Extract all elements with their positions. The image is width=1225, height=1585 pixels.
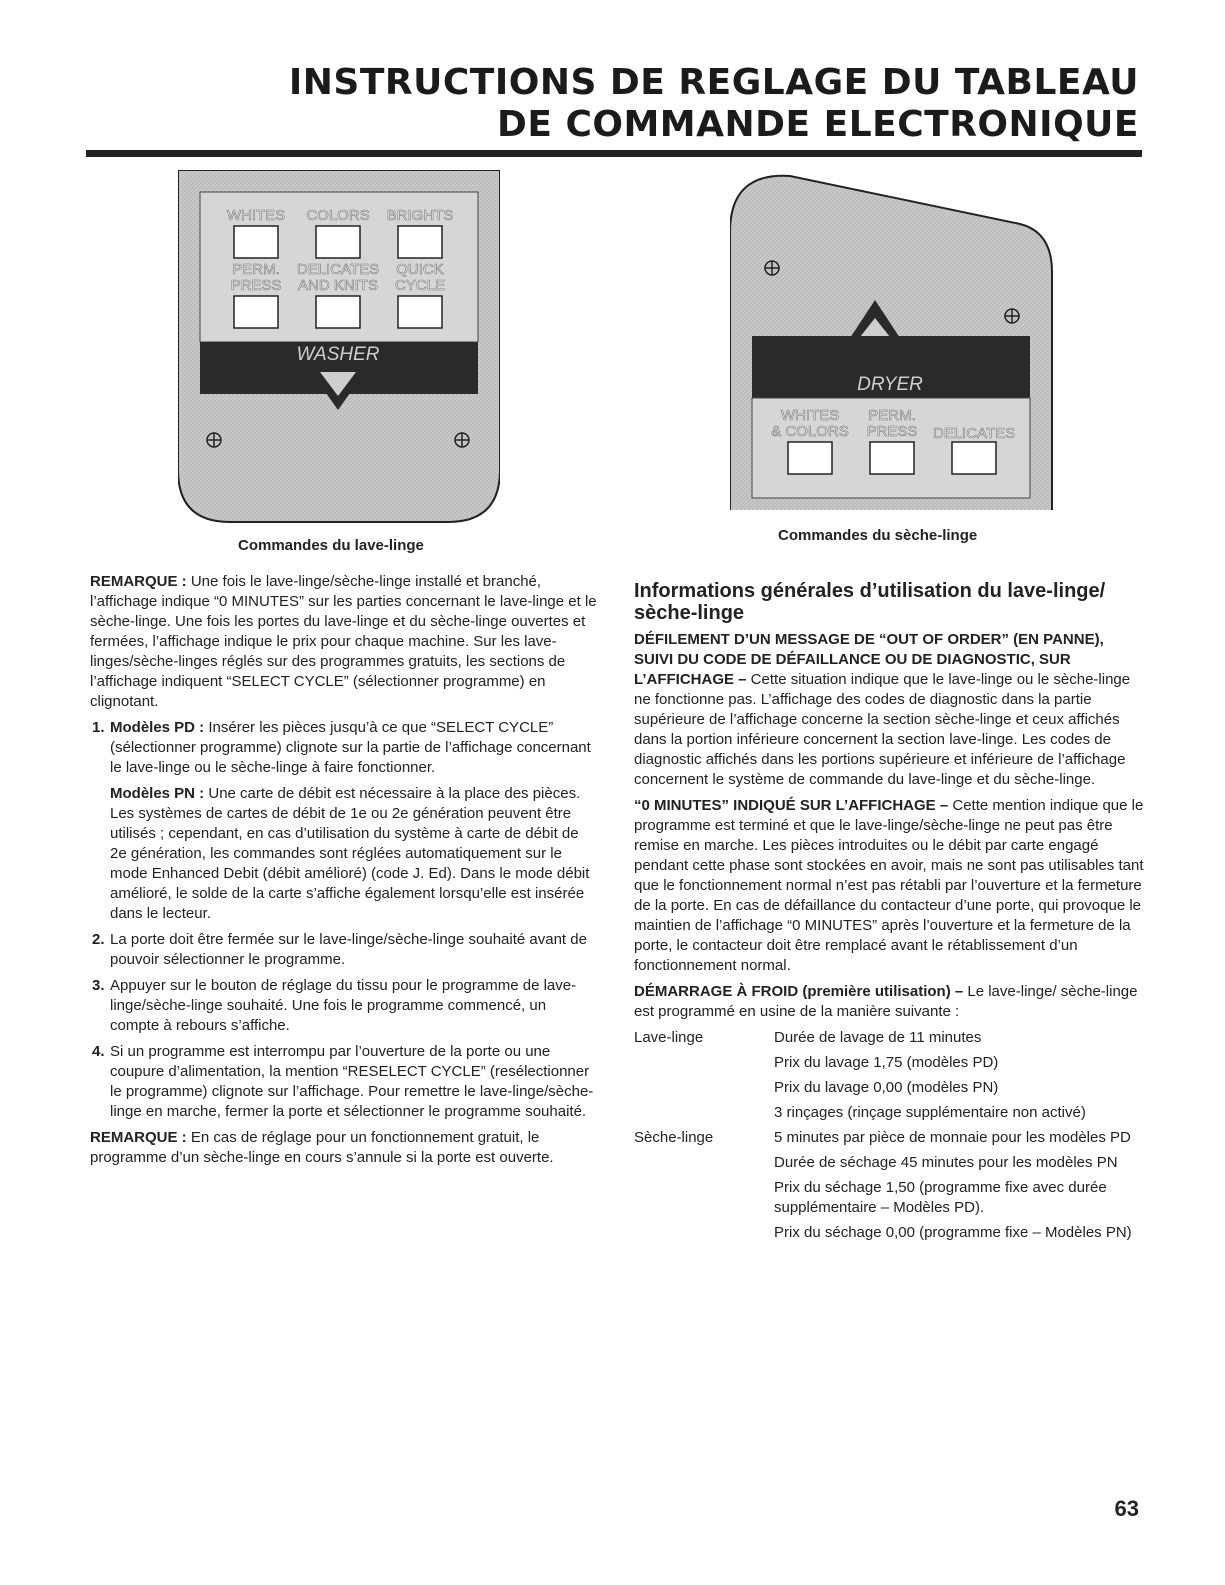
step-2-number: 2. [92,931,105,948]
washer-button-colors [316,226,360,258]
step-3-text: Appuyer sur le bouton de réglage du tissu pour le programme de lave-linge/sèche-linge souhaité. Une fois le programme commencé, un compte à rebours s’affiche. [110,977,577,1034]
note-2-text: En cas de réglage pour un fonctionnement gratuit, le programme d’un sèche-linge en cours s’annule si la porte est ouverte. [90,1129,554,1166]
left-column [90,572,598,1174]
out-of-order-paragraph [634,630,1144,790]
defaults-washer-label: Lave-linge [634,1029,704,1046]
washer-label-perm: PERM. [232,261,280,278]
page-title-line-2: DE COMMANDE ELECTRONIQUE [496,104,1139,145]
step-1-label: Modèles PD : [110,719,205,736]
dryer-screw-right-icon [1005,309,1019,323]
note-1-label: REMARQUE : [90,573,187,590]
defaults-dryer-values [774,1128,1144,1248]
washer-label-whites: WHITES [226,207,286,224]
page-title-line-1: INSTRUCTIONS DE REGLAGE DU TABLEAU [288,62,1139,103]
page-number: 63 [1114,1496,1139,1521]
washer-button-quick-cycle [398,296,442,328]
step-1-number: 1. [92,719,105,736]
steps-list [90,718,598,1122]
step-1-text: Insérer les pièces jusqu’à ce que “SELECT CYCLE” (sélectionner programme) clignote sur la partie de l’affichage concernant le lave-linge ou le sèche-linge à faire fonctionner. [110,719,591,776]
step-4-number: 4. [92,1043,105,1060]
washer-label-press: PRESS [230,277,282,294]
dryer-value: Prix du séchage 0,00 (programme fixe – Modèles PN) [774,1224,1132,1241]
washer-label-and-knits: AND KNITS [297,277,379,294]
dryer-band-label: DRYER [857,374,923,395]
washer-label-colors: COLORS [306,207,370,224]
dryer-value: 5 minutes par pièce de monnaie pour les modèles PD [774,1129,1131,1146]
dryer-button-whites-colors [788,442,832,474]
note-2-label: REMARQUE : [90,1129,187,1146]
zero-minutes-label: “0 MINUTES” INDIQUÉ SUR L’AFFICHAGE – [634,797,949,814]
step-2 [90,930,598,970]
out-of-order-label: DÉFILEMENT D’UN MESSAGE DE “OUT OF ORDER” (EN PANNE), SUIVI DU CODE DE DÉFAILLANCE OU DE DIAGNOSTIC, SUR L’AFFICHAGE – [634,631,1104,688]
washer-value: Durée de lavage de 11 minutes [774,1029,982,1046]
dryer-label-delicates: DELICATES [932,425,1016,442]
out-of-order-text: Cette situation indique que le lave-linge ou le sèche-linge ne fonctionne pas. L’affichage des codes de diagnostic dans la partie supérieure de l’affichage concerne la section sèche-linge et ceux affichés dans la portion inférieure concernent la section lave-linge. Les codes de diagnostic affichés dans les portions supérieure et inférieure de l’affichage concernent le système de commande du lave-linge et du sèche-linge. [634,671,1131,788]
right-column [634,580,1144,1248]
step-1b-text: Une carte de débit est nécessaire à la place des pièces. Les systèmes de cartes de débit de 1e ou 2e génération peuvent être utilisés ; cependant, en cas d’utilisation du système à carte de débit de 2e génération, les commandes sont réglées automatiquement sur le mode Enhanced Debit (débit amélioré) (code J. Ed). Dans le mode débit amélioré, le solde de la carte s’affiche également lorsqu’elle est insérée dans le lecteur. [110,785,590,922]
zero-minutes-paragraph [634,796,1144,976]
washer-control-panel [178,170,500,528]
dryer-value: Prix du séchage 1,50 (programme fixe avec durée supplémentaire – Modèles PD). [774,1179,1107,1216]
washer-label-brights: BRIGHTS [386,207,454,224]
step-3 [90,976,598,1036]
dryer-label-whites: WHITES [780,407,840,424]
washer-button-whites [234,226,278,258]
section-heading: Informations générales d’utilisation du lave-linge/ sèche-linge [634,580,1106,624]
defaults-dryer-label: Sèche-linge [634,1129,714,1146]
washer-button-perm-press [234,296,278,328]
dryer-control-panel [730,172,1056,512]
page-title [289,62,1139,146]
step-3-number: 3. [92,977,105,994]
dryer-value: Durée de séchage 45 minutes pour les modèles PN [774,1154,1118,1171]
zero-minutes-text: Cette mention indique que le programme est terminé et que le lave-linge/sèche-linge ne peut pas être remise en marche. Les pièces introduites ou le débit par carte engagé pendant cette phase sont stockées en avoir, mais ne sont pas utilisables tant que le fonctionnement normal n’est pas rétabli par l’ouverture et la fermeture de la porte. En cas de défaillance du contacteur d’une porte, qui provoque le maintien de l’affichage “0 MINUTES” après l’ouverture et la fermeture de la porte, le contacteur doit être remplacé avant le rétablissement d’un fonctionnement normal. [634,797,1144,974]
note-1-text: Une fois le lave-linge/sèche-linge installé et branché, l’affichage indique “0 MINUTES” sur les parties concernant le lave-linge et le sèche-linge. Une fois les portes du lave-linge et du sèche-linge ouvertes et fermées, l’affichage indique le prix pour chaque machine. Sur les lave-linges/sèche-linges réglés sur des programmes gratuits, les sections de l’affichage indiquent “SELECT CYCLE” (sélectionner programme) en clignotant. [90,573,597,710]
cold-start-paragraph [634,982,1144,1022]
cold-start-label: DÉMARRAGE À FROID (première utilisation) – [634,983,964,1000]
washer-caption: Commandes du lave-linge [238,537,424,554]
dryer-button-perm-press [870,442,914,474]
washer-button-delicates [316,296,360,328]
step-4 [90,1042,598,1122]
defaults-washer-values [774,1028,1144,1128]
washer-band-label: WASHER [296,344,380,365]
factory-defaults [634,1028,1144,1248]
step-4-text: Si un programme est interrompu par l’ouverture de la porte ou une coupure d’alimentation, la mention “RESELECT CYCLE” (resélectionner le programme) clignote sur l’affichage. Pour remettre le lave-linge/sèche-linge en marche, fermer la porte et sélectionner le programme souhaité. [110,1043,594,1120]
washer-screw-right-icon [455,433,469,447]
washer-button-brights [398,226,442,258]
step-1 [90,718,598,924]
step-2-text: La porte doit être fermée sur le lave-linge/sèche-linge souhaité avant de pouvoir sélectionner le programme. [110,931,587,968]
step-1b-label: Modèles PN : [110,785,205,802]
dryer-button-delicates [952,442,996,474]
dryer-caption: Commandes du sèche-linge [778,527,978,544]
dryer-label-and-colors: & COLORS [771,423,849,440]
washer-label-delicates: DELICATES [296,261,380,278]
title-rule [86,150,1142,157]
washer-value: 3 rinçages (rinçage supplémentaire non activé) [774,1104,1086,1121]
note-1 [90,572,598,712]
washer-value: Prix du lavage 1,75 (modèles PD) [774,1054,999,1071]
cold-start-text: Le lave-linge/ sèche-linge est programmé en usine de la manière suivante : [634,983,1138,1020]
dryer-label-perm: PERM. [868,407,916,424]
dryer-label-press: PRESS [866,423,918,440]
washer-label-quick: QUICK [396,261,444,278]
note-2 [90,1128,598,1168]
washer-label-cycle: CYCLE [394,277,446,294]
washer-screw-left-icon [207,433,221,447]
washer-value: Prix du lavage 0,00 (modèles PN) [774,1079,999,1096]
dryer-screw-left-icon [765,261,779,275]
